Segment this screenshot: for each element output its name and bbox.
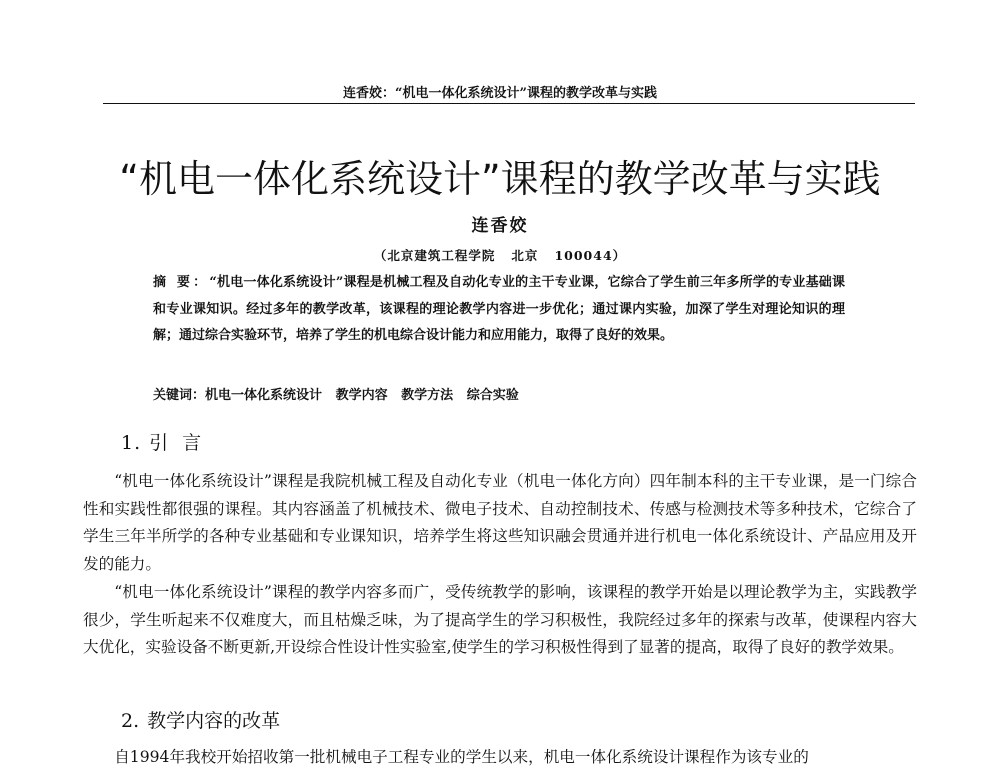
section-number: 2. [121,710,140,732]
abstract-label: 摘 要： [153,275,210,290]
body-paragraph: “机电一体化系统设计”课程的教学内容多而广，受传统教学的影响，该课程的教学开始是以理论教学为主，实践教学很少，学生听起来不仅难度大，而且枯燥乏味，为了提高学生的学习积极性，我院经过多年的探索与改革，使课程内容大大优化，实验设备不断更新,开设综合性设计性实验室,使学生的学习积极性得到了显著的提高，取得了良好的教学效果。 [83,583,917,657]
abstract-text: “机电一体化系统设计”课程是机械工程及自动化专业的主干专业课，它综合了学生前三年多所学的专业基础课和专业课知识。经过多年的教学改革，该课程的理论教学内容进一步优化；通过课内实验，加深了学生对理论知识的理解；通过综合实验环节，培养了学生的机电综合设计能力和应用能力，取得了良好的效果。 [153,275,845,343]
header-rule [103,103,915,104]
body-paragraph: 自1994年我校开始招收第一批机械电子工程专业的学生以来，机电一体化系统设计课程作为该专业的 [114,748,809,766]
keywords-text: 机电一体化系统设计 教学内容 教学方法 综合实验 [205,388,519,403]
section-title: 教学内容的改革 [147,710,281,732]
running-header: 连香姣：“机电一体化系统设计”课程的教学改革与实践 [343,86,657,101]
section-number: 1. [121,432,142,454]
author: 连香姣 [471,216,529,236]
keywords-label: 关键词： [153,388,206,403]
section-heading-introduction [121,428,215,455]
body-paragraph: “机电一体化系统设计”课程是我院机械工程及自动化专业（机电一体化方向）四年制本科的主干专业课，是一门综合性和实践性都很强的课程。其内容涵盖了机械技术、微电子技术、自动控制技术、传感与检测技术等多种技术，它综合了学生三年半所学的各种专业基础和专业课知识，培养学生将这些知识融会贯通并进行机电一体化系统设计、产品应用及开发的能力。 [83,472,917,573]
affiliation: （北京建筑工程学院 北京 100044） [373,248,627,263]
paper-title: “机电一体化系统设计”课程的教学改革与实践 [119,157,881,201]
abstract [153,270,845,350]
section-title: 引言 [149,432,216,454]
section-heading-teaching-content-reform [121,706,280,733]
keywords [153,386,845,406]
